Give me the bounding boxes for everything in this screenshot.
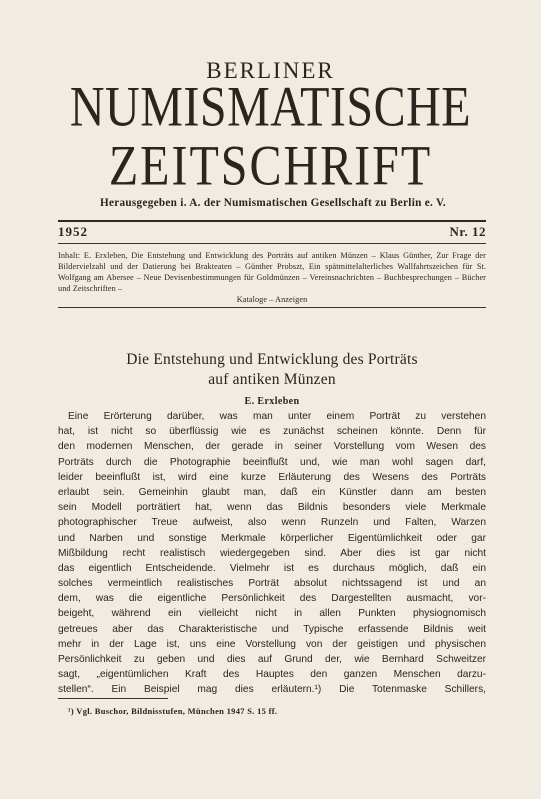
body-line: beigeht, während ein vielleicht nicht in allen Punkten physiognomisch <box>58 608 486 620</box>
body-line: und Narben und sonstige Merkmale körperlicher Eigentümlichkeit oder gar <box>58 532 486 544</box>
contents-text: Inhalt: E. Erxleben, Die Entstehung und Entwicklung des Porträts auf antiken Münzen – Klaus Günther, Zur Frage der Bildervielzahl und der Datierung bei Brakteaten – Günther Probszt, Ein spätmittelalterliches Wallfahrtszeichen für St. Wolfgang am Abersee – Neue Devisenbestimmungen für Goldmünzen – Vereinsnachrichten – Buchbesprechungen – Bücher und Zeitschriften – <box>58 251 486 293</box>
article-title-line-1: Die Entstehung und Entwicklung des Porträts <box>126 351 418 368</box>
publisher-line: Herausgegeben i. A. der Numismatischen Gesellschaft zu Berlin e. V. <box>99 197 447 209</box>
masthead-berliner: BERLINER <box>206 58 335 83</box>
article-body <box>58 409 486 698</box>
table-of-contents <box>58 250 486 305</box>
header-rule-bottom <box>58 243 486 244</box>
header-rule-top <box>58 220 486 222</box>
footnote: ¹) Vgl. Buschor, Bildnisstufen, München 1947 S. 15 ff. <box>68 706 278 716</box>
body-line: sein Modell porträtiert hat, wenn das Bildnis besonders viele Merkmale <box>58 502 486 514</box>
body-line: mehr in der Lage ist, uns eine Vorstellung von der geistigen und physischen <box>58 638 486 650</box>
body-line: Eine Erörterung darüber, was man unter einem Porträt zu verstehen <box>68 411 486 422</box>
masthead-zeitschrift: ZEITSCHRIFT <box>108 135 433 198</box>
body-line: den modernen Menschen, der gerade in seiner Vorstellung vom Wesen des <box>58 441 486 453</box>
body-line: erlaubt sein. Gemeinhin glaubt man, daß ein Künstler dann am besten <box>58 486 486 498</box>
contents-rule <box>58 307 486 308</box>
body-line: dem, was die eigentliche Persönlichkeit des Dargestellten ausmacht, vor- <box>58 593 486 605</box>
masthead-numismatische: NUMISMATISCHE <box>69 76 472 139</box>
contents-last-line: Kataloge – Anzeigen <box>236 295 308 304</box>
body-line: hat, ist nicht so überflüssig wie es zunächst scheinen könnte. Denn für <box>58 426 486 438</box>
body-line: leider beeinflußt ist, wird eine kurze Erläuterung des Wesens des Porträts <box>58 471 486 483</box>
issue-number: Nr. 12 <box>449 224 486 239</box>
body-line: getreues aber das Charakteristische und Typische erfassende Bildnis weit <box>58 623 486 635</box>
body-line: sagt, „eigentümlichen Kraft des Hauptes den ganzen Menschen darzu- <box>58 669 486 681</box>
body-line: das eigentlich Entscheidende. Vielmehr ist es durchaus möglich, daß ein <box>58 562 486 574</box>
body-line: solches vermeintlich realistisches Porträt absolut nichtssagend ist und an <box>58 578 486 590</box>
body-line: Mißbildung recht realistisch wiedergegeben sind. Aber dies ist gar nicht <box>58 547 486 559</box>
article-author: E. Erxleben <box>244 396 300 407</box>
article-title <box>58 350 486 390</box>
article-title-line-2: auf antiken Münzen <box>208 371 336 388</box>
footnote-rule <box>58 698 168 699</box>
issue-row <box>58 224 486 240</box>
body-line: photographischer Treue aufweist, also wenn Runzeln und Falten, Warzen <box>58 517 486 529</box>
body-line: Persönlichkeit zu geben und dies auf Grund der, wie Bernhard Schweitzer <box>58 654 486 665</box>
body-line: Porträts durch die Photographie beeinflußt und, wie man wohl sagen darf, <box>58 456 486 468</box>
body-line: stellen“. Ein Beispiel mag dies erläutern.¹) Die Totenmaske Schillers, <box>58 684 486 696</box>
issue-year: 1952 <box>58 224 88 239</box>
